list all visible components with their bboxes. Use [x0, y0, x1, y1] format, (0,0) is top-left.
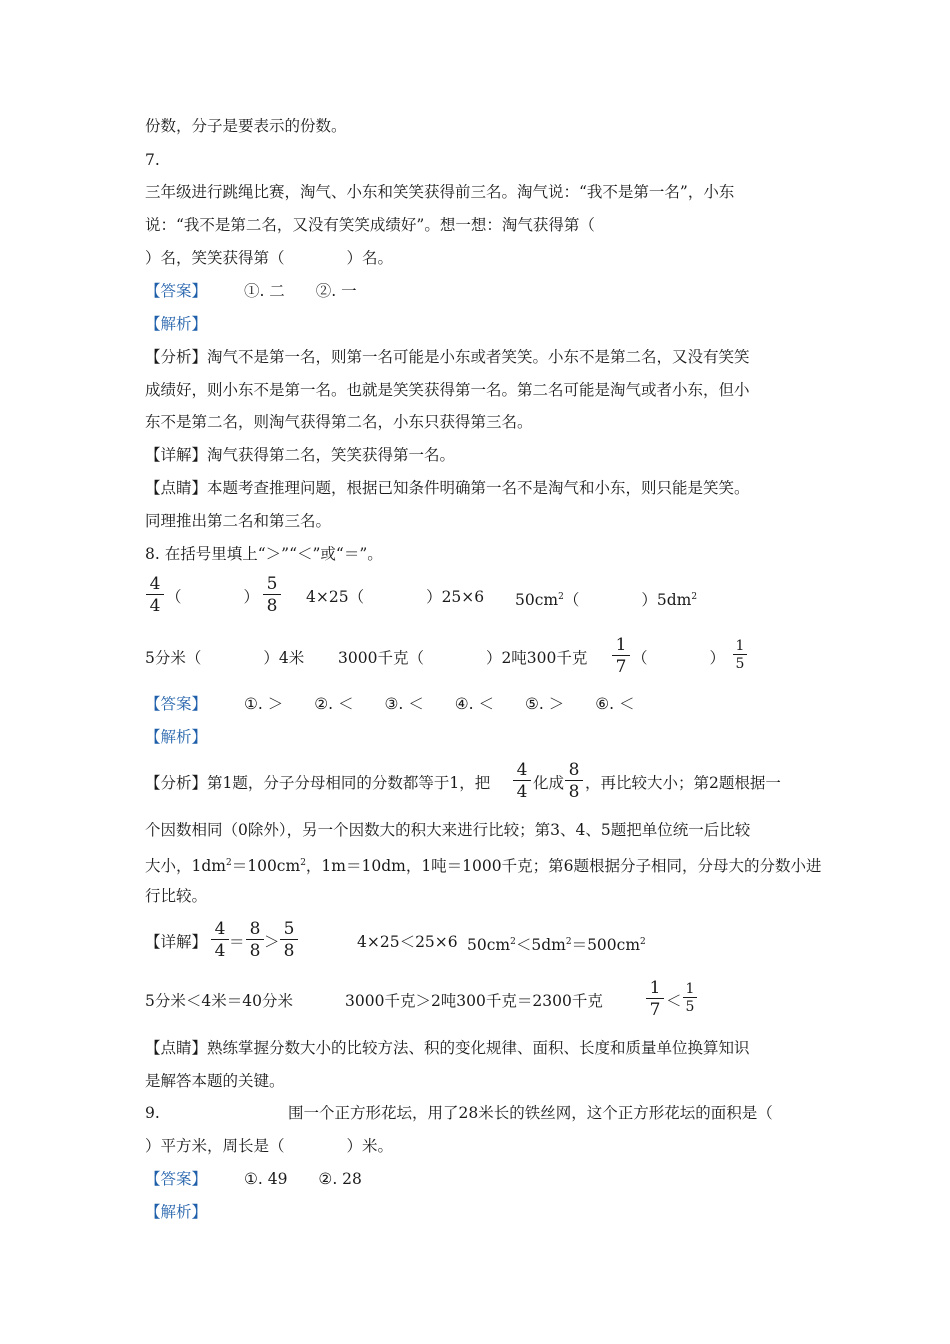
analysis-text: 东不是第二名，则淘气获得第二名，小东只获得第三名。 — [145, 413, 533, 431]
fraction-8-8: 8 8 — [246, 920, 264, 960]
fraction-1-5: 1 5 — [733, 639, 747, 671]
fraction-4-4: 4 4 — [513, 761, 531, 801]
fraction-1-7: 1 7 — [612, 636, 630, 676]
fraction-4-4: 4 4 — [211, 920, 229, 960]
answer-text: ①. ＞ ②. ＜ ③. ＜ ④. ＜ ⑤. ＞ ⑥. ＜ — [243, 695, 635, 713]
analysis-text: 个因数相同（0除外），另一个因数大的积大来进行比较；第3、4、5题把单位统一后比较 — [145, 821, 751, 839]
comment-text: 【点睛】熟练掌握分数大小的比较方法、积的变化规律、面积、长度和质量单位换算知识 — [145, 1039, 750, 1057]
question-7-text: 三年级进行跳绳比赛，淘气、小东和笑笑获得前三名。淘气说：“我不是第一名”，小东 — [145, 183, 735, 201]
question-9-number: 9. — [145, 1104, 160, 1122]
blank-paren: （ ） — [632, 649, 726, 667]
question-7-text: 说：“我不是第二名，又没有笑笑成绩好”。想一想：淘气获得第（ — [145, 216, 595, 234]
answer-tag: 【答案】 — [145, 282, 208, 300]
detail-text: $50cm^2<5dm^2=500cm^2$ — [467, 936, 646, 954]
comparison-product: 4×25（ ）25×6 — [306, 588, 485, 606]
comment-text: 是解答本题的关键。 — [145, 1072, 285, 1090]
analysis-text: 大小，$1dm^2=100cm^2$，1m＝10dm，1吨＝1000千克；第6题根据分子相同，分母大的分数小进 — [145, 857, 822, 875]
text-line: 份数，分子是要表示的份数。 — [145, 117, 347, 135]
comment-text: 【点睛】本题考查推理问题，根据已知条件明确第一名不是淘气和小东，则只能是笑笑。 — [145, 479, 750, 497]
answer-text: ①. 49 ②. 28 — [243, 1170, 362, 1188]
analysis-tag: 【解析】 — [145, 728, 208, 746]
question-9-text: ）平方米，周长是（ ）米。 — [145, 1137, 394, 1155]
fraction-1-7: 1 7 — [646, 979, 664, 1019]
analysis-tag: 【解析】 — [145, 315, 208, 333]
question-8-title: 8. 在括号里填上“＞”“＜”或“＝”。 — [145, 545, 383, 563]
comment-text: 同理推出第二名和第三名。 — [145, 512, 332, 530]
fraction-4-4: 4 4 — [146, 575, 164, 615]
detail-text: 3000千克＞2吨300千克＝2300千克 — [345, 992, 603, 1010]
analysis-text: 化成 — [533, 774, 565, 792]
answer-row — [145, 694, 634, 714]
blank-paren: （ ） — [166, 588, 260, 606]
answer-tag: 【答案】 — [145, 1170, 208, 1188]
answer-text: ①. 二 ②. 一 — [243, 282, 357, 300]
analysis-text: ，再比较大小；第2题根据一 — [585, 774, 781, 792]
fraction-5-8: 5 8 — [280, 920, 298, 960]
detail-text: 4×25＜25×6 — [357, 933, 458, 951]
comparison-area: $50cm^2$（ ）$5dm^2$ — [515, 591, 698, 609]
comparison-mass: 3000千克（ ）2吨300千克 — [338, 649, 588, 667]
question-7-text: ）名，笑笑获得第（ ）名。 — [145, 249, 394, 267]
detail-text: 5分米＜4米＝40分米 — [145, 992, 293, 1010]
less-sign: ＜ — [666, 992, 682, 1010]
answer-row — [145, 1169, 362, 1189]
equals-sign: ＝ — [229, 933, 245, 951]
greater-sign: ＞ — [264, 933, 280, 951]
fraction-5-8: 5 8 — [263, 575, 281, 615]
fraction-8-8: 8 8 — [565, 761, 583, 801]
analysis-text: 行比较。 — [145, 887, 208, 905]
fraction-1-5: 1 5 — [683, 982, 697, 1014]
analysis-tag: 【解析】 — [145, 1203, 208, 1221]
detail-tag: 【详解】 — [145, 933, 208, 951]
question-9-text: 围一个正方形花坛，用了28米长的铁丝网，这个正方形花坛的面积是（ — [288, 1104, 773, 1122]
analysis-text: 【分析】第1题，分子分母相同的分数都等于1，把 — [145, 774, 491, 792]
comparison-length: 5分米（ ）4米 — [145, 649, 305, 667]
question-7-number: 7. — [145, 151, 160, 169]
analysis-text: 成绩好，则小东不是第一名。也就是笑笑获得第一名。第二名可能是淘气或者小东，但小 — [145, 381, 750, 399]
answer-row — [145, 281, 357, 301]
answer-tag: 【答案】 — [145, 695, 208, 713]
analysis-text: 【分析】淘气不是第一名，则第一名可能是小东或者笑笑。小东不是第二名，又没有笑笑 — [145, 348, 750, 366]
detail-text: 【详解】淘气获得第二名，笑笑获得第一名。 — [145, 446, 456, 464]
